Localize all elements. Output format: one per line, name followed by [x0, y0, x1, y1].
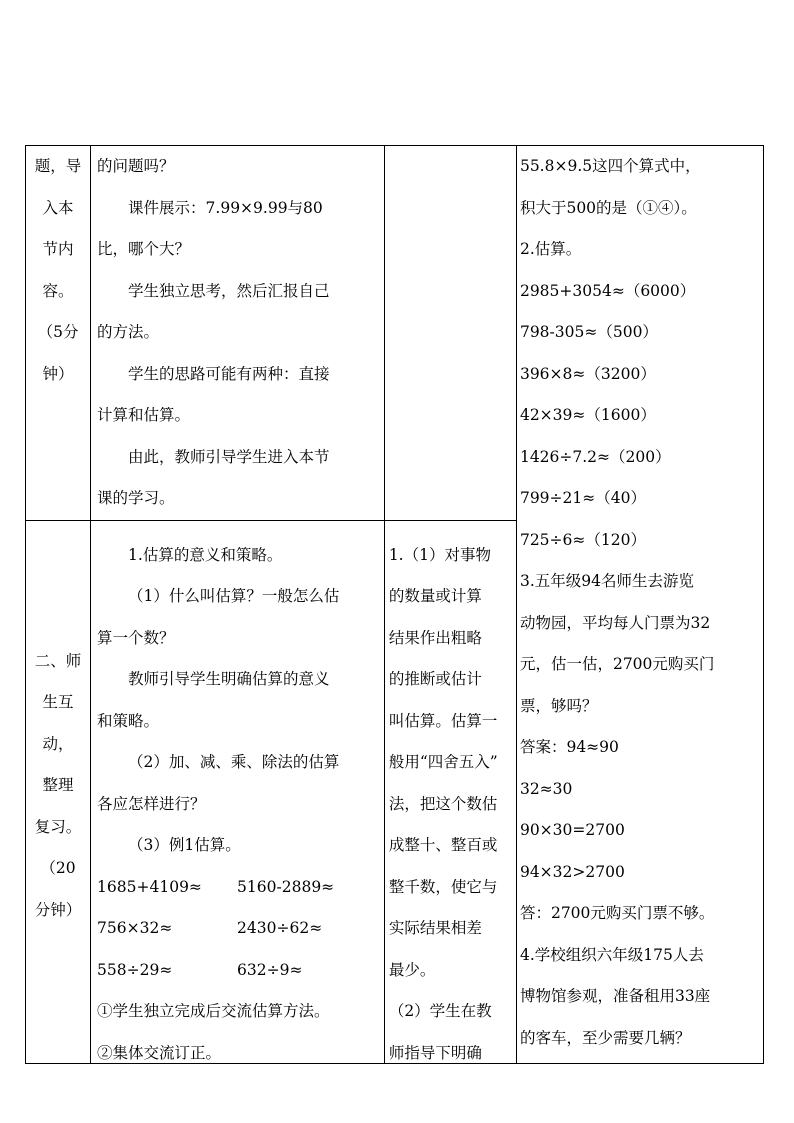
- exercise-line: 55.8×9.5这四个算式中，: [519, 157, 701, 175]
- stage-line: 节内: [42, 240, 74, 258]
- process-line: 算一个数？: [97, 628, 175, 647]
- exercise-line: 答：2700元购买门票不够。: [519, 904, 715, 922]
- note-line: 的数量或计算: [388, 587, 482, 605]
- exercise-line: 4.学校组织六年级175人去: [519, 945, 704, 964]
- note-line: 叫估算。估算一: [388, 711, 498, 730]
- notes-cell: [384, 146, 516, 521]
- note-line: 实际结果相差: [388, 919, 482, 937]
- process-line: ①学生独立完成后交流估算方法。: [97, 1002, 330, 1020]
- exercises-text: [517, 146, 763, 1059]
- estimate-expression: 632÷9≈: [237, 960, 303, 979]
- stage-line: 容。: [42, 281, 74, 300]
- stage-cell: [26, 520, 91, 1063]
- stage-cell: [26, 146, 91, 521]
- notes-text: [385, 521, 516, 1063]
- exercise-line: 动物园，平均每人门票为32: [519, 613, 711, 632]
- stage-line: 二、师: [34, 651, 82, 670]
- process-text: [91, 521, 384, 1063]
- exercises-cell: [516, 146, 763, 1064]
- exercise-line: 答案：94≈90: [519, 738, 619, 756]
- stage-line: 题，导: [34, 157, 82, 175]
- exercise-line: 2.估算。: [519, 240, 582, 258]
- note-line: 整千数，使它与: [388, 877, 498, 896]
- exercise-line: 799÷21≈（40）: [519, 489, 646, 507]
- table-row: [26, 146, 764, 521]
- estimate-expression: 2430÷62≈: [237, 919, 323, 937]
- process-line: ②集体交流订正。: [97, 1043, 222, 1062]
- process-line: 各应怎样进行？: [97, 794, 206, 813]
- process-line: 计算和估算。: [97, 406, 191, 424]
- estimate-pair: [97, 950, 378, 992]
- exercise-line: 博物馆参观，准备租用33座: [519, 987, 711, 1005]
- exercise-line: 3.五年级94名师生去游览: [519, 572, 694, 590]
- note-line: 结果作出粗略: [388, 628, 482, 647]
- process-line: 教师引导学生明确估算的意义: [128, 670, 330, 688]
- process-line: 和策略。: [97, 711, 160, 730]
- exercise-line: 90×30=2700: [519, 821, 625, 839]
- note-line: （2）学生在教: [388, 1002, 492, 1020]
- exercise-line: 票，够吗？: [519, 696, 598, 715]
- stage-line: 生互: [42, 693, 74, 711]
- process-line: 课的学习。: [97, 489, 175, 507]
- process-line: 1.估算的意义和策略。: [128, 545, 283, 564]
- process-line: （3）例1估算。: [128, 836, 241, 854]
- estimate-expression: 558÷29≈: [97, 960, 173, 979]
- stage-line: 动，: [42, 734, 74, 753]
- process-line: 学生独立思考，然后汇报自己: [128, 281, 330, 300]
- exercise-line: 1426÷7.2≈（200）: [519, 447, 671, 466]
- exercise-line: 32≈30: [519, 779, 573, 798]
- process-line: 学生的思路可能有两种：直接: [128, 364, 330, 383]
- process-line: （1）什么叫估算？一般怎么估: [128, 587, 340, 605]
- process-text: [91, 146, 384, 520]
- exercise-line: 94×32>2700: [519, 862, 625, 881]
- exercise-line: 725÷6≈（120）: [519, 530, 646, 549]
- exercise-line: 元，估一估，2700元购买门: [519, 655, 715, 673]
- note-line: 成整十、整百或: [388, 836, 498, 854]
- exercise-line: 积大于500的是（①④）。: [519, 198, 697, 217]
- note-line: 1.（1）对事物: [388, 545, 491, 564]
- estimate-pair: [97, 908, 378, 950]
- process-line: （2）加、减、乘、除法的估算: [128, 753, 340, 771]
- note-line: 般用“四舍五入”: [388, 753, 498, 771]
- stage-line: 分钟）: [34, 900, 82, 919]
- estimate-expression: 1685+4109≈: [97, 877, 202, 896]
- note-line: 的推断或估计: [388, 670, 482, 688]
- stage-line: （20: [40, 859, 76, 877]
- process-line: 由此，教师引导学生进入本节: [128, 447, 330, 466]
- exercise-line: 的客车，至少需要几辆？: [519, 1028, 691, 1047]
- note-line: 最少。: [388, 960, 436, 979]
- estimate-expression: 5160-2889≈: [237, 877, 335, 896]
- stage-text: [26, 521, 90, 932]
- stage-line: （5分: [37, 323, 79, 341]
- exercise-line: 798-305≈（500）: [519, 323, 658, 341]
- estimate-pair: [97, 867, 378, 909]
- exercise-line: 42×39≈（1600）: [519, 406, 656, 424]
- process-line: 课件展示：7.99×9.99与80: [128, 198, 323, 217]
- stage-text: [26, 146, 90, 395]
- stage-line: 入本: [42, 198, 74, 217]
- stage-line: 钟）: [42, 364, 74, 383]
- process-line: 比，哪个大？: [97, 240, 191, 258]
- note-line: 师指导下明确: [388, 1043, 482, 1062]
- notes-cell: [384, 520, 516, 1063]
- exercise-line: 2985+3054≈（6000）: [519, 281, 696, 300]
- note-line: 法，把这个数估: [388, 794, 498, 813]
- stage-line: 复习。: [34, 817, 82, 836]
- process-cell: [91, 520, 385, 1063]
- stage-line: 整理: [42, 776, 74, 794]
- estimate-expression: 756×32≈: [97, 919, 173, 937]
- process-cell: [91, 146, 385, 521]
- exercise-line: 396×8≈（3200）: [519, 364, 656, 383]
- process-line: 的问题吗？: [97, 157, 175, 175]
- process-line: 的方法。: [97, 323, 160, 341]
- lesson-plan-table: [25, 145, 764, 1064]
